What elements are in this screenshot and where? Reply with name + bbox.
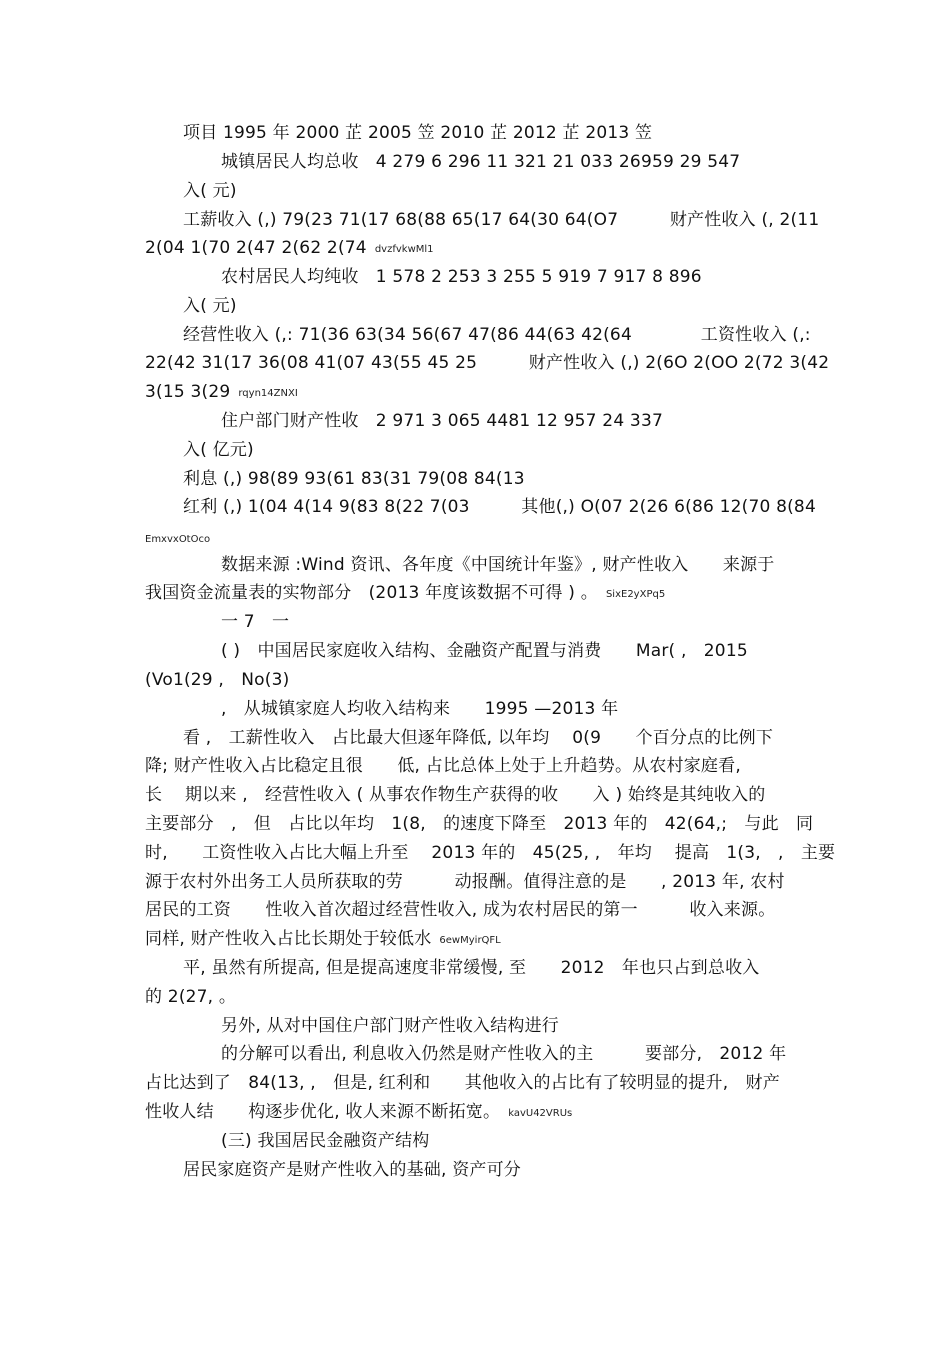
running-header-cont: (Vo1(29 , No(3): [145, 670, 290, 690]
watermark-code: kavU42VRUs: [508, 1108, 573, 1119]
body-paragraph-line: 长 期以来 , 经营性收入 ( 从事农作物生产获得的收 入 ) 始终是其纯收入的: [145, 785, 766, 805]
table-row-wage-income-cont: 2(04 1(70 2(47 2(62 2(74 dvzfvkwMl1: [145, 238, 434, 258]
body-paragraph-line: 源于农村外出务工人员所获取的劳 动报酬。值得注意的是 , 2013 年, 农村: [145, 872, 785, 892]
table-row-wage-property-income: 22(42 31(17 36(08 41(07 43(55 45 25 财产性收入 (,) 2(6O 2(OO 2(72 3(42: [145, 353, 830, 373]
table-row-wage-income: 工薪收入 (,) 79(23 71(17 68(88 65(17 64(30 64(O7 财产性收入 (, 2(11: [183, 210, 820, 230]
watermark-code: SixE2yXPq5: [605, 589, 666, 600]
table-row-unit: 入( 元): [183, 181, 237, 201]
watermark-code: 6ewMyirQFL: [439, 935, 501, 946]
table-row-rural-income: 农村居民人均纯收 1 578 2 253 3 255 5 919 7 917 8 896: [221, 267, 702, 287]
data-source-note: 数据来源 :Wind 资讯、各年度《中国统计年鉴》, 财产性收入 来源于: [221, 555, 775, 575]
body-paragraph-line: 居民家庭资产是财产性收入的基础, 资产可分: [183, 1160, 522, 1180]
body-paragraph-line: 的分解可以看出, 利息收入仍然是财产性收入的主 要部分, 2012 年: [221, 1044, 787, 1064]
body-paragraph-line: 同样, 财产性收入占比长期处于较低水 6ewMyirQFL: [145, 929, 501, 949]
table-row-unit: 入( 亿元): [183, 440, 254, 460]
section-heading: (三) 我国居民金融资产结构: [221, 1131, 430, 1151]
body-paragraph-line: 降; 财产性收入占比稳定且很 低, 占比总体上处于上升趋势。从农村家庭看,: [145, 756, 741, 776]
body-paragraph-line: 占比达到了 84(13, , 但是, 红利和 其他收入的占比有了较明显的提升, 财产: [145, 1073, 780, 1093]
body-paragraph-line: , 从城镇家庭人均收入结构来 1995 —2013 年: [221, 699, 619, 719]
body-paragraph-line: 另外, 从对中国住户部门财产性收入结构进行: [221, 1016, 560, 1036]
watermark-code: dvzfvkwMl1: [374, 244, 434, 255]
body-paragraph-line: 的 2(27, 。: [145, 987, 237, 1007]
table-row-property-income-cont: 3(15 3(29 rqyn14ZNXI: [145, 382, 298, 402]
watermark-code: rqyn14ZNXI: [238, 388, 298, 399]
body-paragraph-line: 时, 工资性收入占比大幅上升至 2013 年的 45(25, , 年均 提高 1(3, , 主要: [145, 843, 836, 863]
page-number: 一 7 一: [221, 612, 290, 632]
table-row-urban-income: 城镇居民人均总收 4 279 6 296 11 321 21 033 26959 29 547: [221, 152, 741, 172]
body-paragraph-line: 性收人结 构逐步优化, 收人来源不断拓宽。 kavU42VRUs: [145, 1102, 573, 1122]
data-source-note-cont: 我国资金流量表的实物部分 (2013 年度该数据不可得 ) 。 SixE2yXPq5: [145, 583, 666, 603]
body-paragraph-line: 主要部分 , 但 占比以年均 1(8, 的速度下降至 2013 年的 42(64,; 与此 同: [145, 814, 814, 834]
table-row-household-property-income: 住户部门财产性收 2 971 3 065 4481 12 957 24 337: [221, 411, 663, 431]
table-row-dividend-other: 红利 (,) 1(04 4(14 9(83 8(22 7(03 其他(,) O(07 2(26 6(86 12(70 8(84: [183, 497, 816, 517]
table-row-unit: 入( 元): [183, 296, 237, 316]
table-header-row: 项目 1995 年 2000 芷 2005 笠 2010 芷 2012 芷 2013 笠: [183, 123, 653, 143]
running-header: ( ) 中国居民家庭收入结构、金融资产配置与消费 Mar( , 2015: [221, 641, 748, 661]
body-paragraph-line: 居民的工资 性收入首次超过经营性收入, 成为农村居民的第一 收入来源。: [145, 900, 776, 920]
body-paragraph-line: 平, 虽然有所提高, 但是提高速度非常缓慢, 至 2012 年也只占到总收入: [183, 958, 760, 978]
table-row-interest: 利息 (,) 98(89 93(61 83(31 79(08 84(13: [183, 469, 525, 489]
body-paragraph-line: 看 , 工薪性收入 占比最大但逐年降低, 以年均 0(9 个百分点的比例下: [183, 728, 774, 748]
table-row-operating-income: 经营性收入 (,: 71(36 63(34 56(67 47(86 44(63 42(64 工资性收入 (,:: [183, 325, 811, 345]
watermark-code: EmxvxOtOco: [145, 534, 211, 545]
